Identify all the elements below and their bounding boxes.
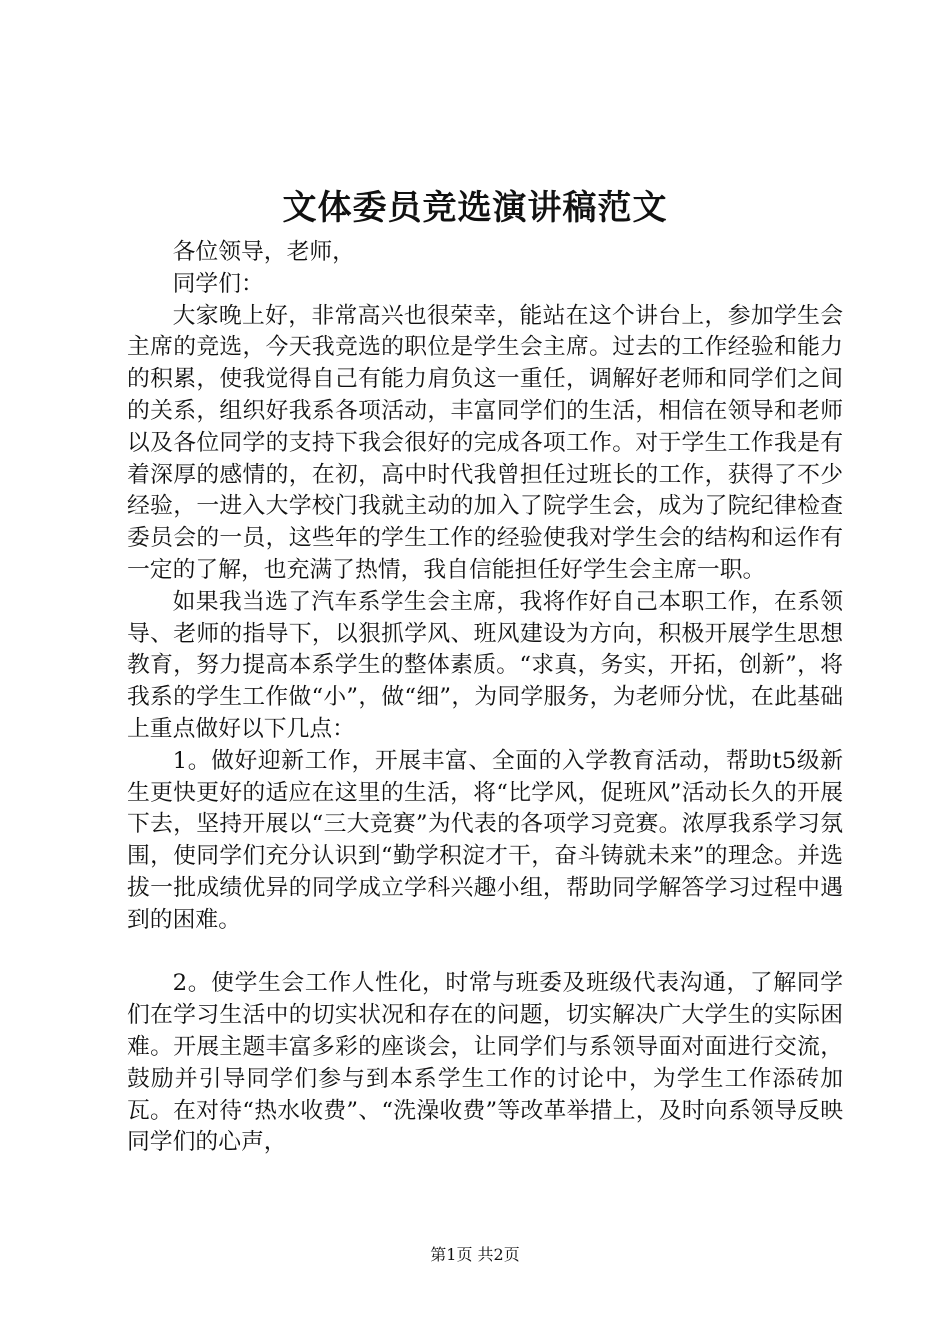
document-title: 文体委员竞选演讲稿范文 bbox=[282, 188, 668, 228]
body-paragraph: 2。使学生会工作人性化，时常与班委及班级代表沟通，了解同学们在学习生活中的切实状况和存在的问题，切实解决广大学生的实际困难。开展主题丰富多彩的座谈会，让同学们与系领导面对面进行交流，鼓励并引导同学们参与到本系学生工作的讨论中，为学生工作添砖加瓦。在对待“热水收费”、“洗澡收费”等改革举措上，及时向系领导反映同学们的心声， bbox=[127, 970, 843, 1156]
salutation-line: 各位领导，老师， bbox=[172, 239, 355, 265]
page-number-footer: 第1页 共2页 bbox=[430, 1245, 520, 1264]
document-body bbox=[127, 237, 843, 1159]
body-paragraph: 如果我当选了汽车系学生会主席，我将作好自己本职工作，在系领导、老师的指导下，以狠抓学风、班风建设为方向，积极开展学生思想教育，努力提高本系学生的整体素质。“求真，务实，开拓，创新”，将我系的学生工作做“小”，做“细”，为同学服务，为老师分忧，在此基础上重点做好以下几点： bbox=[127, 588, 843, 742]
body-paragraph: 大家晚上好，非常高兴也很荣幸，能站在这个讲台上，参加学生会主席的竞选，今天我竞选的职位是学生会主席。过去的工作经验和能力的积累，使我觉得自己有能力肩负这一重任，调解好老师和同学们之间的关系，组织好我系各项活动，丰富同学们的生活，相信在领导和老师以及各位同学的支持下我会很好的完成各项工作。对于学生工作我是有着深厚的感情的，在初，高中时代我曾担任过班长的工作，获得了不少经验，一进入大学校门我就主动的加入了院学生会，成为了院纪律检查委员会的一员，这些年的学生工作的经验使我对学生会的结构和运作有一定的了解，也充满了热情，我自信能担任好学生会主席一职。 bbox=[127, 302, 843, 583]
body-paragraph: 1。做好迎新工作，开展丰富、全面的入学教育活动，帮助t5级新生更快更好的适应在这里的生活，将“比学风，促班风”活动长久的开展下去，坚持开展以“三大竞赛”为代表的各项学习竞赛。浓厚我系学习氛围，使同学们充分认识到“勤学积淀才干，奋斗铸就未来”的理念。并选拔一批成绩优异的同学成立学科兴趣小组，帮助同学解答学习过程中遇到的困难。 bbox=[127, 747, 843, 933]
salutation-line: 同学们： bbox=[172, 270, 264, 297]
